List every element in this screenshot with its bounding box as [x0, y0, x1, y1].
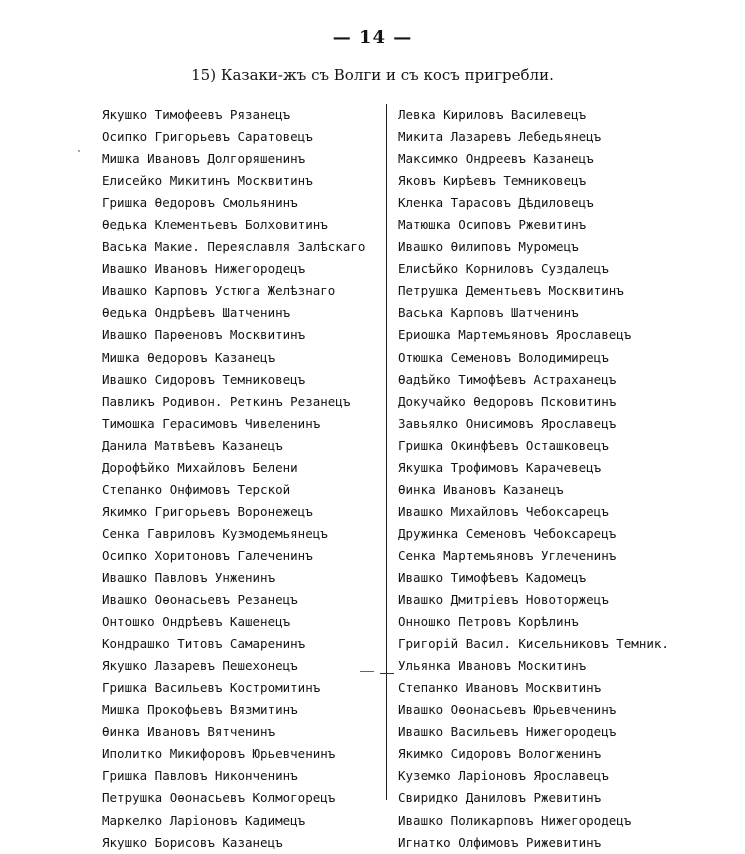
name-entry: Ивашко Карповъ Устюга Желѣзнаго: [102, 283, 336, 299]
name-entry: Елисѣйко Корниловъ Суздалецъ: [398, 261, 609, 277]
name-entry: Кондрашко Титовъ Самаренинъ: [102, 636, 306, 652]
name-entry: Онтошко Ондрѣевъ Кашенецъ: [102, 614, 291, 630]
name-entry: Васька Карповъ Шатченинъ: [398, 305, 579, 321]
name-entry: Дружинка Семеновъ Чебоксарецъ: [398, 525, 617, 541]
name-entry: Ивашко Тимофѣевъ Кадомецъ: [398, 569, 587, 585]
name-entry: Гришка Ѳедоровъ Смольянинъ: [102, 195, 298, 211]
name-entry: Ивашко Сидоровъ Темниковецъ: [102, 371, 306, 387]
name-entry: Докучайко Ѳедоровъ Псковитинъ: [398, 393, 617, 409]
name-entry: Ивашко Ивановъ Нижегородецъ: [102, 261, 306, 277]
name-entry: Онношко Петровъ Корѣлинъ: [398, 614, 579, 630]
name-entry: Ѳинка Ивановъ Вятченинъ: [102, 724, 276, 740]
name-entry: Якимко Григорьевъ Воронежецъ: [102, 503, 313, 519]
name-entry: Павликъ Родивон. Реткинъ Резанецъ: [102, 393, 351, 409]
name-entry: Степанко Онфимовъ Терской: [102, 481, 291, 497]
name-entry: Якушко Борисовъ Казанецъ: [102, 834, 283, 850]
name-entry: Ѳинка Ивановъ Казанецъ: [398, 481, 564, 497]
name-entry: Осипко Хоритоновъ Галеченинъ: [102, 547, 313, 563]
name-entry: Мишка Прокофьевъ Вязмитинъ: [102, 702, 298, 718]
name-entry: Григорій Васил. Кисельниковъ Темник.: [398, 636, 669, 652]
name-entry: Завьялко Онисимовъ Ярославецъ: [398, 415, 617, 431]
name-entry: Яковъ Кирѣевъ Темниковецъ: [398, 173, 587, 189]
name-entry: Якушка Трофимовъ Карачевецъ: [398, 459, 602, 475]
name-entry: Максимко Ондреевъ Казанецъ: [398, 151, 594, 167]
name-entry: Петрушка Оѳонасьевъ Колмогорецъ: [102, 790, 336, 806]
short-rule-faint: [360, 671, 374, 672]
name-entry: Ивашко Поликарповъ Нижегородецъ: [398, 812, 632, 828]
name-entry: Ѳедька Клементьевъ Болховитинъ: [102, 217, 328, 233]
name-entry: Отюшка Семеновъ Володимирецъ: [398, 349, 609, 365]
name-entry: Микита Лазаревъ Лебедьянецъ: [398, 129, 602, 145]
name-entry: Иполитко Микифоровъ Юрьевченинъ: [102, 746, 336, 762]
name-entry: Сенка Мартемьяновъ Углеченинъ: [398, 547, 617, 563]
name-entry: Петрушка Дементьевъ Москвитинъ: [398, 283, 624, 299]
name-entry: Маркелко Ларіоновъ Кадимецъ: [102, 812, 306, 828]
name-entry: Тимошка Герасимовъ Чивеленинъ: [102, 415, 321, 431]
name-entry: Ивашко Павловъ Унженинъ: [102, 569, 276, 585]
name-entry: Ивашко Парѳеновъ Москвитинъ: [102, 327, 306, 343]
name-entry: Ивашко Ѳилиповъ Муромецъ: [398, 239, 579, 255]
name-entry: Ериошка Мартемьяновъ Ярославецъ: [398, 327, 632, 343]
name-entry: Кленка Тарасовъ Дѣдиловецъ: [398, 195, 594, 211]
column-divider: [386, 104, 387, 800]
name-entry: Ѳадѣйко Тимофѣевъ Астраханецъ: [398, 371, 617, 387]
name-entry: Левка Кириловъ Василевецъ: [398, 107, 587, 122]
name-entry: Гришка Павловъ Никонченинъ: [102, 768, 298, 784]
name-entry: Елисейко Микитинъ Москвитинъ: [102, 173, 313, 189]
name-entry: Матюшка Осиповъ Ржевитинъ: [398, 217, 587, 233]
name-entry: Степанко Ивановъ Москвитинъ: [398, 680, 602, 696]
name-entry: Якимко Сидоровъ Вологженинъ: [398, 746, 602, 762]
name-entry: Гришка Окинфѣевъ Осташковецъ: [398, 437, 609, 453]
name-entry: Ивашко Оѳонасьевъ Юрьевченинъ: [398, 702, 617, 718]
section-heading: 15) Казаки-жъ съ Волги и съ косъ пригребли.: [191, 66, 554, 84]
name-entry: Дорофѣйко Михайловъ Белени: [102, 459, 298, 475]
name-entry: Осипко Григорьевъ Саратовецъ: [102, 129, 313, 145]
name-entry: Игнатко Олфимовъ Рижевитинъ: [398, 834, 602, 850]
name-entry: Гришка Васильевъ Костромитинъ: [102, 680, 321, 696]
name-entry: Васька Макие. Переяславля Залѣскаго: [102, 239, 366, 255]
name-entry: Ѳедька Ондрѣевъ Шатченинъ: [102, 305, 291, 321]
page-number: — 14 —: [332, 27, 413, 48]
print-speck: [78, 150, 80, 152]
name-entry: Якушко Лазаревъ Пешехонецъ: [102, 658, 298, 674]
short-rule: [380, 673, 394, 674]
name-entry: Ивашко Оѳонасьевъ Резанецъ: [102, 592, 298, 608]
right-name-column: [398, 104, 669, 854]
left-name-column: [102, 104, 365, 854]
name-entry: Ивашко Васильевъ Нижегородецъ: [398, 724, 617, 740]
name-entry: Якушко Тимофеевъ Рязанецъ: [102, 107, 291, 122]
name-entry: Сенка Гавриловъ Кузмодемьянецъ: [102, 525, 328, 541]
name-entry: Мишка Ѳедоровъ Казанецъ: [102, 349, 276, 365]
name-entry: Ивашко Михайловъ Чебоксарецъ: [398, 503, 609, 519]
name-entry: Данила Матвѣевъ Казанецъ: [102, 437, 283, 453]
name-entry: Ульянка Ивановъ Москитинъ: [398, 658, 587, 674]
name-entry: Мишка Ивановъ Долгоряшенинъ: [102, 151, 306, 167]
name-entry: Ивашко Дмитріевъ Новоторжецъ: [398, 592, 609, 608]
name-entry: Куземко Ларіоновъ Ярославецъ: [398, 768, 609, 784]
name-entry: Свиридко Даниловъ Ржевитинъ: [398, 790, 602, 806]
